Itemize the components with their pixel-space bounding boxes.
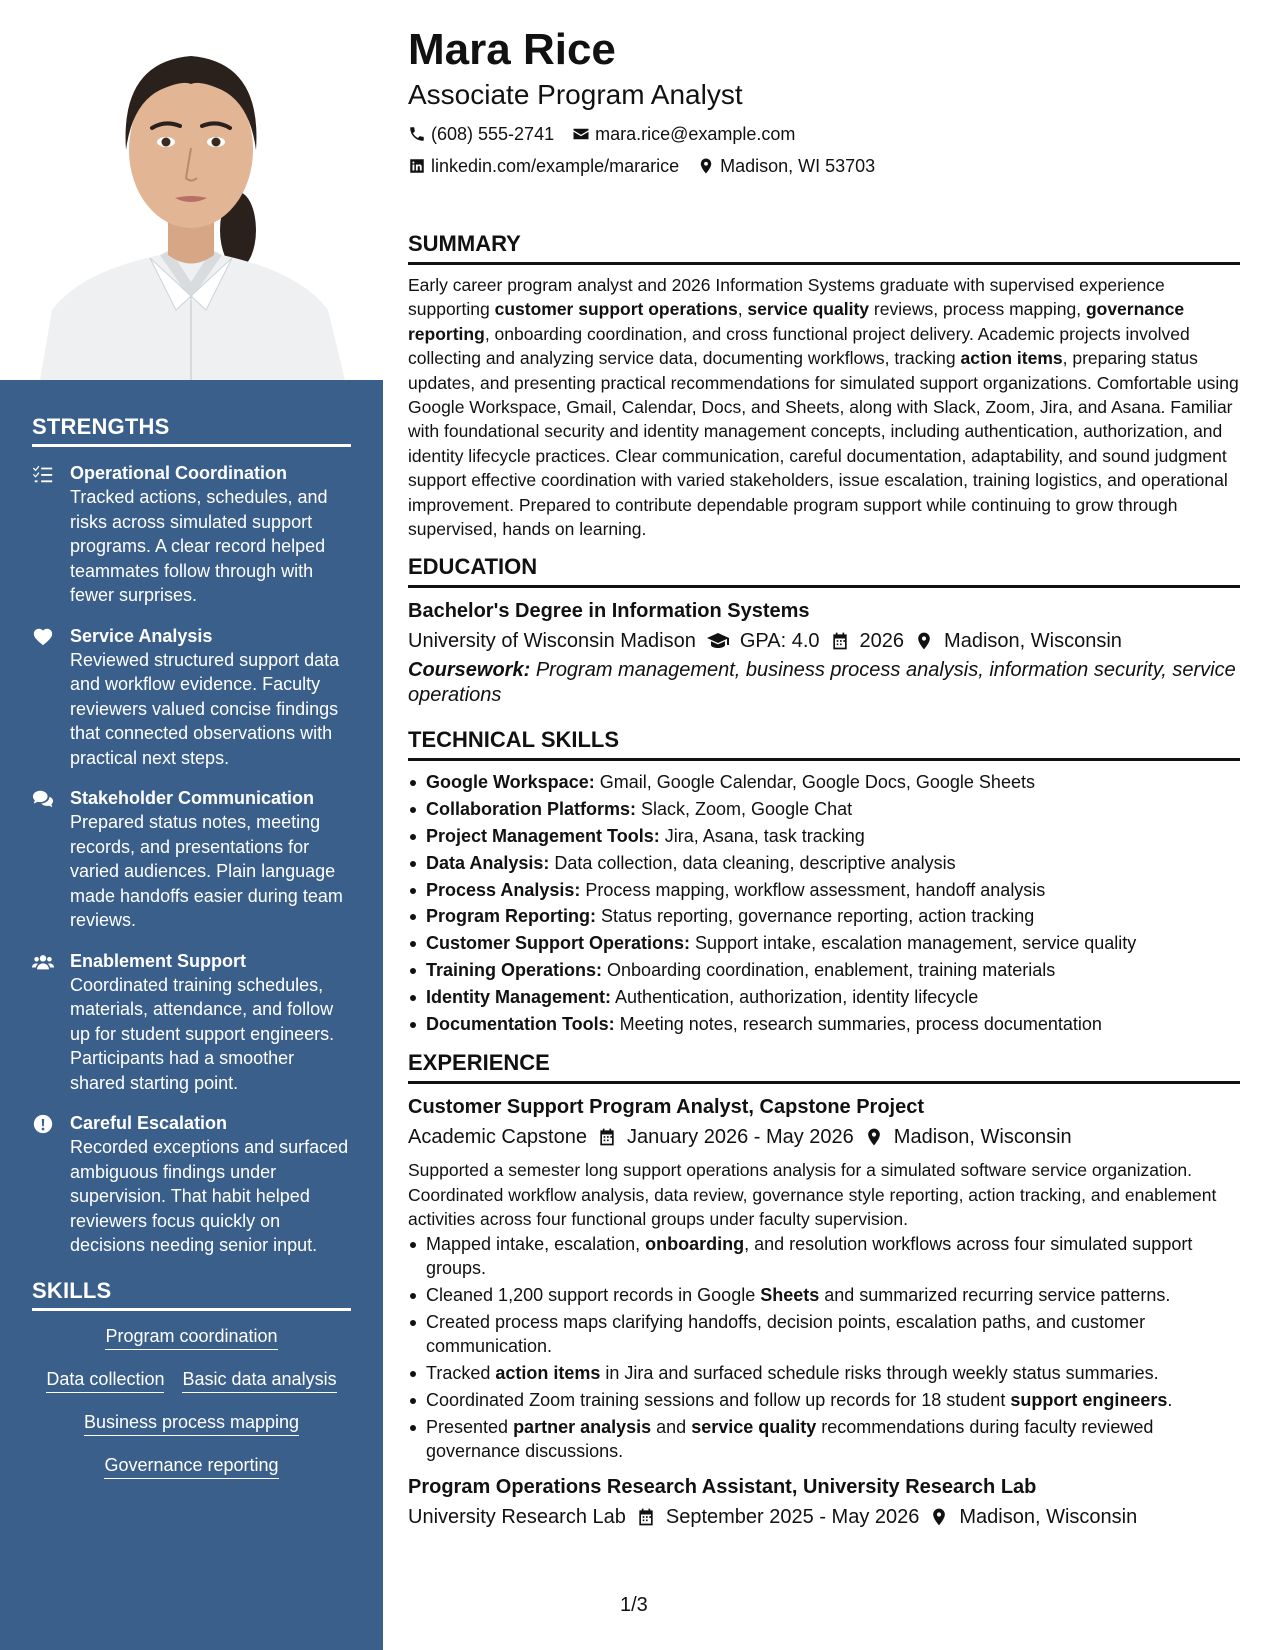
profile-photo xyxy=(0,0,383,380)
skill-values: Meeting notes, research summaries, process documentation xyxy=(614,1013,1102,1034)
job-location: Madison, Wisconsin xyxy=(893,1126,1072,1149)
summary-highlight: action items xyxy=(960,348,1063,369)
location-contact xyxy=(697,150,875,182)
bullet-text: Cleaned 1,200 support records in Google xyxy=(426,1284,761,1305)
bullet-highlight: partner analysis xyxy=(513,1417,652,1437)
strength-title: Operational Coordination xyxy=(70,463,288,483)
year-chunk xyxy=(830,626,905,656)
skill-row xyxy=(32,1411,351,1436)
bullet-text: Tracked xyxy=(426,1363,496,1384)
strength-description: Recorded exceptions and surfaced ambiguous findings under supervision. That habit helped reviewers focus quickly on decisions needing senior input. xyxy=(70,1137,349,1255)
linkedin-icon xyxy=(408,157,426,175)
list-item xyxy=(408,1232,1240,1281)
skill-category: Documentation Tools: xyxy=(426,1013,615,1034)
gpa-value: GPA: 4.0 xyxy=(739,630,820,653)
skill-row xyxy=(32,1368,351,1393)
map-pin-icon xyxy=(929,1507,949,1527)
skill-category: Collaboration Platforms: xyxy=(426,799,637,820)
candidate-name: Mara Rice xyxy=(408,25,616,74)
job-dates-chunk xyxy=(636,1502,920,1532)
list-item xyxy=(408,1388,1240,1412)
strengths-heading: STRENGTHS xyxy=(32,414,351,447)
users-icon xyxy=(32,949,70,1096)
contact-row xyxy=(408,150,1240,182)
strength-item xyxy=(32,461,351,608)
bullet-text: and xyxy=(651,1417,692,1437)
gpa-chunk xyxy=(706,626,820,656)
map-pin-icon xyxy=(914,631,934,651)
skills-list xyxy=(32,1325,351,1479)
calendar-icon xyxy=(830,631,850,651)
summary-segment: , preparing status updates, and presenting practical recommendations for simulated support organizations. Comfortable using Google Workspace, Gmail, Calendar, Docs, and Sheets, along with Slack, Zoom, Jira, and Asana. Familiar with foundational security and identity management concepts, including authentication, authorization, and identity lifecycle practices. Clear communication, careful documentation, adaptability, and sound judgment support effective coordination with varied stakeholders, issue escalation, training logistics, and operational improvement. Prepared to contribute dependable program support while continuing to grow through supervised, hands on learning. xyxy=(408,348,1239,540)
job-description: Supported a semester long support operations analysis for a simulated software service organization. Coordinated workflow analysis, data review, governance style reporting, action tracking, and enablement activities across four functional groups under faculty supervision. xyxy=(408,1160,1217,1230)
experience-section xyxy=(408,1049,1240,1531)
list-item xyxy=(408,823,1240,850)
list-item xyxy=(408,1283,1240,1307)
strength-title: Stakeholder Communication xyxy=(70,788,315,808)
skill-tag: Basic data analysis xyxy=(182,1368,336,1393)
strength-item xyxy=(32,786,351,933)
phone-contact[interactable] xyxy=(408,118,554,150)
profile-photo-illustration xyxy=(0,0,383,380)
list-item xyxy=(408,877,1240,904)
email-contact[interactable] xyxy=(572,118,795,150)
skill-category: Training Operations: xyxy=(426,960,603,981)
technical-skills-list xyxy=(408,769,1240,1037)
skill-row xyxy=(32,1454,351,1479)
skill-category: Customer Support Operations: xyxy=(426,933,691,954)
list-item xyxy=(408,769,1240,796)
bullet-text: , and resolution workflows across four simulated support groups. xyxy=(426,1233,1193,1279)
strength-description: Prepared status notes, meeting records, and presentations for varied audiences. Plain language made handoffs easier during team reviews. xyxy=(70,812,343,930)
linkedin-url: linkedin.com/example/mararice xyxy=(431,156,680,176)
technical-skills-section xyxy=(408,726,1240,1037)
bullet-text: and summarized recurring service patterns. xyxy=(819,1284,1171,1305)
bullet-highlight: action items xyxy=(495,1363,601,1384)
list-item xyxy=(408,1310,1240,1359)
strength-item xyxy=(32,1111,351,1258)
degree-title: Bachelor's Degree in Information Systems xyxy=(408,600,810,623)
job-dates: January 2026 - May 2026 xyxy=(626,1126,854,1149)
job-dates-chunk xyxy=(597,1122,854,1152)
graduation-year: 2026 xyxy=(859,630,905,653)
summary-section xyxy=(408,230,1240,541)
alert-circle-icon xyxy=(32,1111,70,1258)
technical-skills-heading: TECHNICAL SKILLS xyxy=(408,726,1240,761)
job-title: Associate Program Analyst xyxy=(408,79,743,110)
summary-segment: Early career program analyst and 2026 Information Systems graduate with supervised experience supporting xyxy=(408,275,1165,320)
email-address: mara.rice@example.com xyxy=(595,124,796,144)
coursework-label: Coursework: xyxy=(408,659,531,682)
school-name: University of Wisconsin Madison xyxy=(408,630,696,653)
calendar-icon xyxy=(636,1507,656,1527)
job-organization: University Research Lab xyxy=(408,1505,626,1528)
phone-icon xyxy=(408,125,426,143)
skill-category: Process Analysis: xyxy=(426,879,581,900)
bullet-text: Coordinated Zoom training sessions and follow up records for 18 student xyxy=(426,1390,1011,1411)
education-meta xyxy=(408,626,1240,656)
experience-entry xyxy=(408,1472,1240,1532)
strength-description: Coordinated training schedules, materials, attendance, and follow up for student support engineers. Participants had a smoother shared starting point. xyxy=(70,974,335,1093)
strength-item xyxy=(32,624,351,771)
list-item xyxy=(408,796,1240,823)
skill-tag: Governance reporting xyxy=(104,1454,278,1479)
map-pin-icon xyxy=(864,1127,884,1147)
main-content xyxy=(408,22,1240,1532)
job-entry-meta xyxy=(408,1502,1240,1532)
list-item xyxy=(408,903,1240,930)
skill-values: Process mapping, workflow assessment, handoff analysis xyxy=(580,879,1046,900)
heart-icon xyxy=(32,624,70,771)
list-item xyxy=(408,1011,1240,1038)
skill-category: Data Analysis: xyxy=(426,852,550,873)
education-location-chunk xyxy=(914,626,1122,656)
skill-tag: Data collection xyxy=(46,1368,164,1393)
experience-heading: EXPERIENCE xyxy=(408,1049,1240,1084)
skill-values: Gmail, Google Calendar, Google Docs, Google Sheets xyxy=(594,772,1035,793)
phone-number: (608) 555-2741 xyxy=(431,124,555,144)
job-entry-title: Program Operations Research Assistant, University Research Lab xyxy=(408,1475,1037,1498)
job-entry-meta xyxy=(408,1122,1240,1152)
list-item xyxy=(408,957,1240,984)
skill-values: Jira, Asana, task tracking xyxy=(659,826,865,847)
strength-title: Enablement Support xyxy=(70,950,247,971)
skill-values: Support intake, escalation management, service quality xyxy=(690,933,1137,954)
sidebar xyxy=(0,0,383,1650)
strength-title: Service Analysis xyxy=(70,625,213,646)
summary-text xyxy=(408,273,1240,541)
experience-entry xyxy=(408,1092,1240,1463)
bullet-highlight: Sheets xyxy=(760,1284,820,1305)
skill-values: Data collection, data cleaning, descriptive analysis xyxy=(549,852,956,873)
list-check-icon xyxy=(32,461,70,608)
skill-category: Project Management Tools: xyxy=(426,826,660,847)
education-section xyxy=(408,553,1240,708)
map-pin-icon xyxy=(697,157,715,175)
bullet-text: Created process maps clarifying handoffs, decision points, escalation paths, and customer communication. xyxy=(426,1311,1146,1357)
skill-values: Onboarding coordination, enablement, training materials xyxy=(602,960,1056,981)
skill-row xyxy=(32,1325,351,1350)
summary-highlight: service quality xyxy=(747,299,870,320)
list-item xyxy=(408,1415,1240,1464)
job-location-chunk xyxy=(929,1502,1137,1532)
skill-values: Status reporting, governance reporting, action tracking xyxy=(596,906,1035,927)
summary-segment: , xyxy=(737,299,748,320)
skill-tag: Program coordination xyxy=(105,1325,277,1350)
contact-row xyxy=(408,118,1240,150)
job-bullets xyxy=(408,1232,1240,1464)
skill-values: Slack, Zoom, Google Chat xyxy=(636,799,853,820)
strength-title: Careful Escalation xyxy=(70,1113,228,1133)
location-text: Madison, WI 53703 xyxy=(720,156,876,176)
list-item xyxy=(408,930,1240,957)
bullet-text: Presented xyxy=(426,1417,514,1437)
coursework-line xyxy=(408,658,1240,708)
bullet-text: in Jira and surfaced schedule risks through weekly status summaries. xyxy=(600,1363,1159,1384)
skill-values: Authentication, authorization, identity lifecycle xyxy=(611,986,979,1007)
strength-description: Tracked actions, schedules, and risks across simulated support programs. A clear record helped teammates follow through with fewer surprises. xyxy=(70,487,328,605)
chat-bubbles-icon xyxy=(32,786,70,933)
job-location-chunk xyxy=(864,1122,1072,1152)
graduation-cap-icon xyxy=(706,629,730,653)
list-item xyxy=(408,850,1240,877)
coursework-text: Program management, business process analysis, information security, service operations xyxy=(408,659,1236,707)
calendar-icon xyxy=(597,1127,617,1147)
summary-highlight: customer support operations xyxy=(494,299,738,320)
strength-description: Reviewed structured support data and workflow evidence. Faculty reviewers valued concise findings that connected observations with practical next steps. xyxy=(70,649,340,768)
education-location: Madison, Wisconsin xyxy=(944,630,1122,653)
education-heading: EDUCATION xyxy=(408,553,1240,588)
summary-segment: , onboarding coordination, and cross functional project delivery. Academic projects involved collecting and analyzing service data, documenting workflows, tracking xyxy=(408,323,1190,369)
skill-tag: Business process mapping xyxy=(84,1411,299,1436)
strength-item xyxy=(32,949,351,1096)
skill-category: Identity Management: xyxy=(426,986,612,1007)
summary-heading: SUMMARY xyxy=(408,230,1240,265)
job-entry-title: Customer Support Program Analyst, Capstone Project xyxy=(408,1096,925,1119)
summary-highlight: governance reporting xyxy=(408,299,1185,344)
page-number: 1/3 xyxy=(620,1594,648,1616)
bullet-highlight: support engineers xyxy=(1010,1390,1168,1411)
summary-segment: reviews, process mapping, xyxy=(869,299,1086,320)
skills-heading: SKILLS xyxy=(32,1278,351,1311)
list-item xyxy=(408,984,1240,1011)
bullet-text: recommendations during faculty reviewed governance discussions. xyxy=(426,1417,1154,1462)
bullet-highlight: service quality xyxy=(691,1417,817,1437)
skill-category: Google Workspace: xyxy=(426,772,595,793)
bullet-text: Mapped intake, escalation, xyxy=(426,1233,646,1254)
sidebar-panel xyxy=(0,380,383,1650)
skill-category: Program Reporting: xyxy=(426,906,597,927)
job-organization: Academic Capstone xyxy=(408,1126,587,1149)
job-location: Madison, Wisconsin xyxy=(959,1505,1138,1528)
bullet-highlight: onboarding xyxy=(645,1233,745,1254)
job-dates: September 2025 - May 2026 xyxy=(665,1505,920,1528)
list-item xyxy=(408,1361,1240,1385)
envelope-icon xyxy=(572,125,590,143)
bullet-text: . xyxy=(1167,1390,1173,1411)
linkedin-contact[interactable] xyxy=(408,150,679,182)
